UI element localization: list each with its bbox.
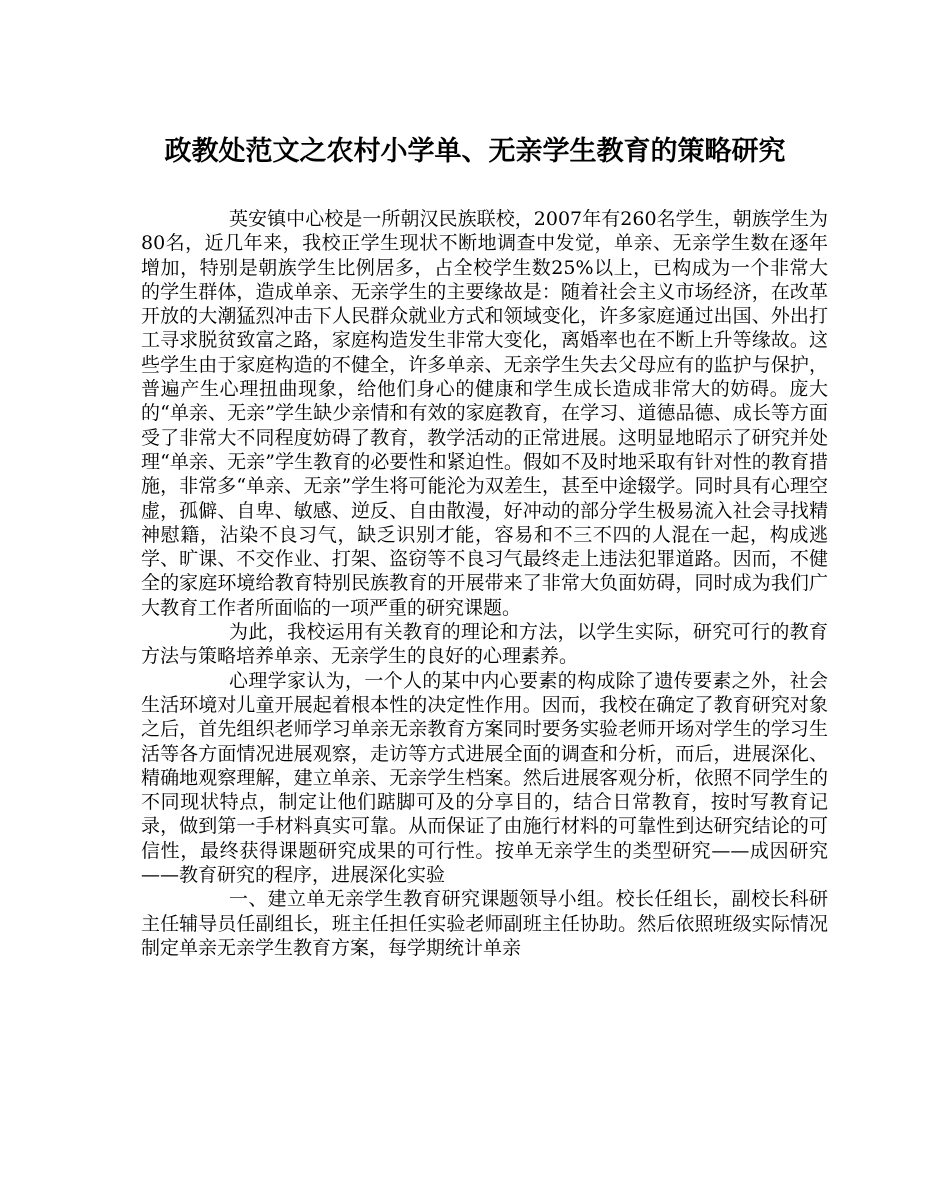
paragraph-intro: 英安镇中心校是一所朝汉民族联校，2007年有260名学生，朝族学生为80名，近几年来，我校正学生现状不断地调查中发觉，单亲、无亲学生数在逐年增加，特别是朝族学生比例居多，占全校学生数25%以上，已构成为一个非常大的学生群体，造成单亲、无亲学生的主要缘故是：随着社会主义市场经济，在改革开放的大潮猛烈冲击下人民群众就业方式和领域变化，许多家庭通过出国、外出打工寻求脱贫致富之路，家庭构造发生非常大变化，离婚率也在不断上升等缘故。这些学生由于家庭构造的不健全，许多单亲、无亲学生失去父母应有的监护与保护，普遍产生心理扭曲现象，给他们身心的健康和学生成长造成非常大的妨碍。庞大的“单亲、无亲”学生缺少亲情和有效的家庭教育，在学习、道德品德、成长等方面受了非常大不同程度妨碍了教育，教学活动的正常进展。这明显地昭示了研究并处理“单亲、无亲”学生教育的必要性和紧迫性。假如不及时地采取有针对性的教育措施，非常多“单亲、无亲”学生将可能沦为双差生，甚至中途辍学。同时具有心理空虚，孤僻、自卑、敏感、逆反、自由散漫，好冲动的部分学生极易流入社会寻找精神慰籍，沾染不良习气，缺乏识别才能，容易和不三不四的人混在一起，构成逃学、旷课、不交作业、打架、盗窃等不良习气最终走上违法犯罪道路。因而，不健全的家庭环境给教育特别民族教育的开展带来了非常大负面妨碍，同时成为我们广大教育工作者所面临的一项严重的研究课题。 <box>141 208 828 619</box>
paragraph-approach: 为此，我校运用有关教育的理论和方法，以学生实际，研究可行的教育方法与策略培养单亲、无亲学生的良好的心理素养。 <box>141 621 828 668</box>
document-body <box>141 207 828 960</box>
paragraph-psychology: 心理学家认为，一个人的某中内心要素的构成除了遗传要素之外，社会生活环境对儿童开展起着根本性的决定性作用。因而，我校在确定了教育研究对象之后，首先组织老师学习单亲无亲教育方案同时要务实验老师开场对学生的学习生活等各方面情况进展观察，走访等方式进展全面的调查和分析，而后，进展深化、精确地观察理解，建立单亲、无亲学生档案。然后进展客观分析，依照不同学生的不同现状特点，制定让他们踮脚可及的分享目的，结合日常教育，按时写教育记录，做到第一手材料真实可靠。从而保证了由施行材料的可靠性到达研究结论的可信性，最终获得课题研究成果的可行性。按单无亲学生的类型研究——成因研究——教育研究的程序，进展深化实验 <box>141 669 828 887</box>
paragraph-leadership-group: 一、建立单无亲学生教育研究课题领导小组。校长任组长，副校长科研主任辅导员任副组长，班主任担任实验老师副班主任协助。然后依照班级实际情况制定单亲无亲学生教育方案，每学期统计单亲 <box>141 888 828 959</box>
document-title: 政教处范文之农村小学单、无亲学生教育的策略研究 <box>164 136 786 167</box>
